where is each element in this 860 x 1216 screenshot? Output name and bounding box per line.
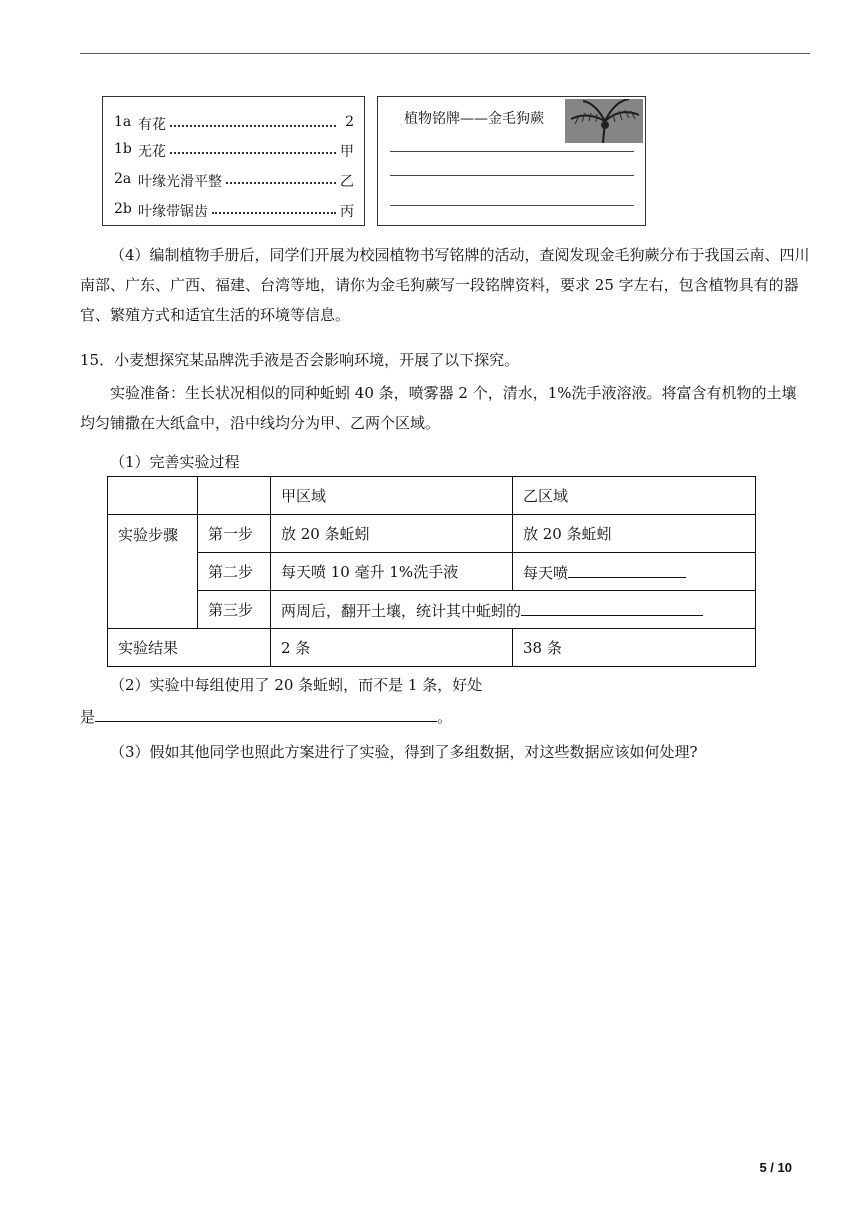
answer-blank[interactable]: [568, 561, 686, 578]
experiment-preparation: 实验准备：生长状况相似的同种蚯蚓 40 条，喷雾器 2 个，清水，1%洗手液溶液。将富含有机物的土壤均匀铺撒在大纸盒中，沿中线均分为甲、乙两个区域。: [80, 384, 797, 432]
answer-blank[interactable]: [95, 705, 437, 722]
dichotomous-key: [102, 96, 365, 226]
result-region-a: 2 条: [271, 629, 513, 667]
result-region-b: 38 条: [513, 629, 756, 667]
table-row: [108, 629, 756, 667]
step2-region-b-label: 每天喷: [523, 563, 569, 582]
step1-region-a: 放 20 条蚯蚓: [271, 515, 513, 553]
experiment-table: [107, 476, 756, 667]
key-text: 无花: [138, 144, 166, 160]
step2-region-a: 每天喷 10 毫升 1%洗手液: [271, 553, 513, 591]
fern-photo: [565, 99, 643, 143]
writing-line: [390, 205, 634, 206]
fern-icon: [565, 99, 643, 143]
table-cell-empty: [198, 477, 271, 515]
step2-region-b-cell: [513, 553, 756, 591]
table-row: [108, 477, 756, 515]
leader-dots: [170, 152, 336, 154]
step3-text: 两周后，翻开土壤，统计其中蚯蚓的: [281, 601, 522, 620]
key-code: 1a: [114, 114, 132, 130]
key-target: 乙: [340, 174, 354, 190]
step-label: 第二步: [198, 553, 271, 591]
key-target: 甲: [340, 144, 354, 160]
table-row: [108, 553, 756, 591]
answer-suffix: 。: [437, 708, 453, 726]
step-label: 第一步: [198, 515, 271, 553]
key-text: 叶缘光滑平整: [138, 174, 222, 190]
plaque-title: 植物铭牌——金毛狗蕨: [404, 111, 544, 127]
key-code: 2a: [114, 171, 132, 187]
question-15-1: （1）完善实验过程: [110, 453, 240, 471]
answer-blank[interactable]: [521, 599, 703, 616]
steps-label: 实验步骤: [108, 515, 198, 629]
header-region-b: 乙区域: [513, 477, 756, 515]
key-row: [114, 141, 354, 163]
key-code: 1b: [114, 141, 132, 157]
key-text: 有花: [138, 117, 166, 133]
header-region-a: 甲区域: [271, 477, 513, 515]
question-15-2: （2）实验中每组使用了 20 条蚯蚓，而不是 1 条，好处: [110, 676, 483, 694]
key-row: [114, 201, 354, 223]
leader-dots: [226, 182, 336, 184]
question-15-3: （3）假如其他同学也照此方案进行了实验，得到了多组数据，对这些数据应该如何处理?: [110, 743, 698, 761]
plant-plaque: [377, 96, 646, 226]
answer-prefix: 是: [80, 708, 96, 726]
step-label: 第三步: [198, 591, 271, 629]
table-row: [108, 515, 756, 553]
key-row: [114, 114, 354, 136]
key-target: 2: [345, 114, 354, 130]
step3-cell: [271, 591, 756, 629]
header-rule: [80, 53, 810, 54]
page-number: 5 / 10: [759, 1160, 792, 1175]
writing-line: [390, 175, 634, 176]
key-code: 2b: [114, 201, 132, 217]
writing-line: [390, 151, 634, 152]
key-target: 丙: [340, 204, 354, 220]
table-cell-empty: [108, 477, 198, 515]
result-label: 实验结果: [108, 629, 271, 667]
question-15-title: 15．小麦想探究某品牌洗手液是否会影响环境，开展了以下探究。: [80, 351, 520, 369]
step1-region-b: 放 20 条蚯蚓: [513, 515, 756, 553]
question-15-2-answer-line: [80, 702, 810, 732]
key-text: 叶缘带锯齿: [138, 204, 208, 220]
question-14-4: （4）编制植物手册后，同学们开展为校园植物书写铭牌的活动，查阅发现金毛狗蕨分布于我国云南、四川南部、广东、广西、福建、台湾等地，请你为金毛狗蕨写一段铭牌资料，要求 25 字左右，包含植物具有的器官、繁殖方式和适宜生活的环境等信息。: [80, 246, 810, 324]
leader-dots: [212, 212, 336, 214]
table-row: [108, 591, 756, 629]
key-row: [114, 171, 354, 193]
leader-dots: [170, 125, 336, 127]
